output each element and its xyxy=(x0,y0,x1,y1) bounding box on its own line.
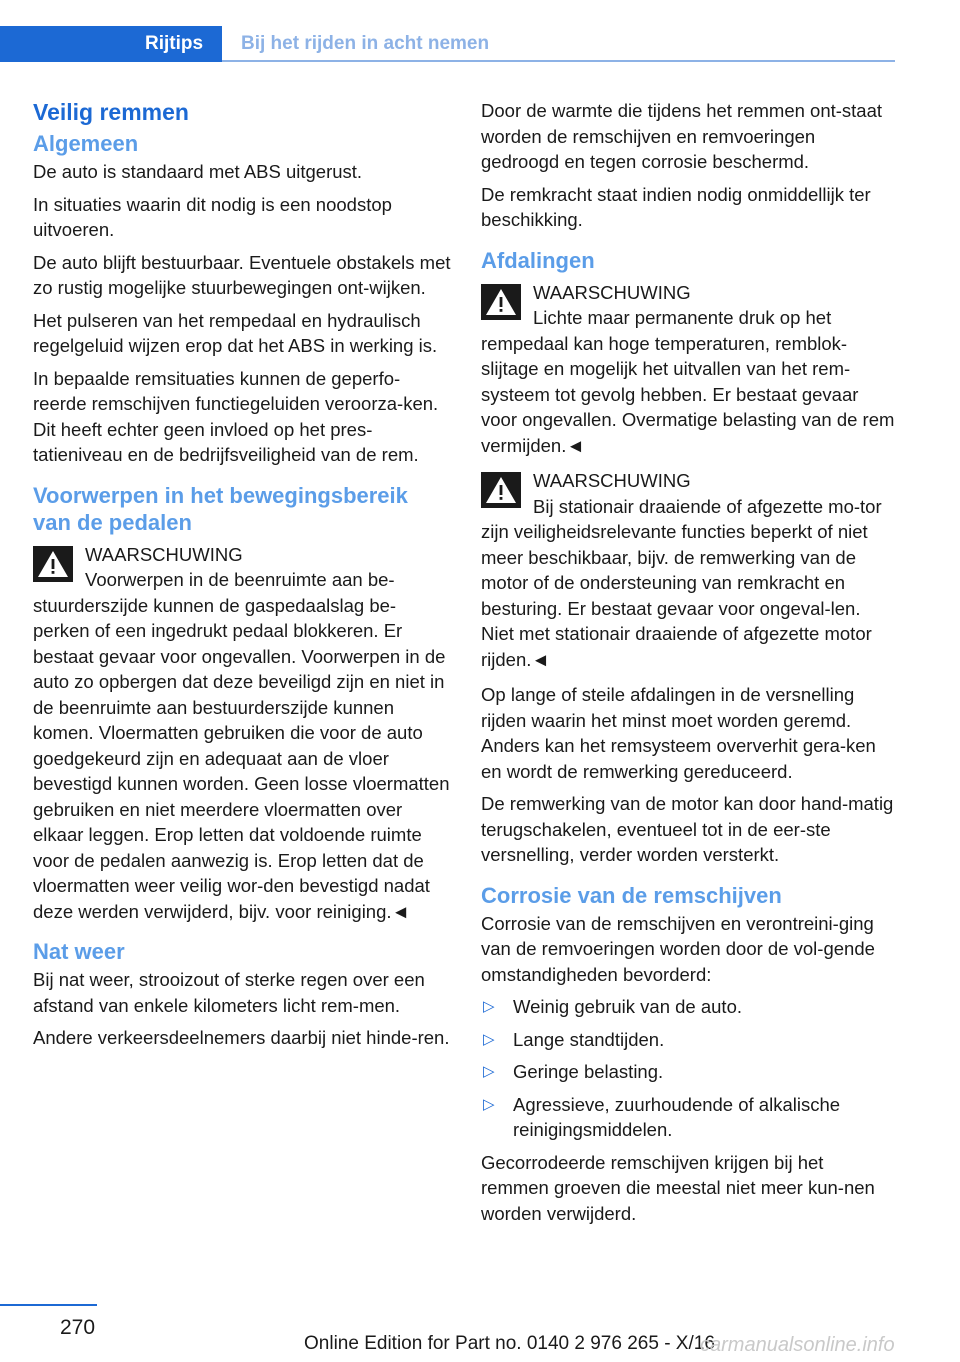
warning-title: WAARSCHUWING xyxy=(533,281,691,303)
list-item: ▷ Agressieve, zuurhoudende of alkalische reinigingsmiddelen. xyxy=(483,1093,841,1140)
warning-triangle-icon xyxy=(481,284,521,320)
triangle-bullet-icon: ▷ xyxy=(483,1030,495,1048)
warning-box-pedals xyxy=(33,542,451,925)
paragraph-abs: De auto is standaard met ABS uitgerust. xyxy=(33,161,363,182)
heading-general: Algemeen xyxy=(33,131,139,156)
warning-text: Lichte maar permanente druk op het rempedaal kan hoge temperaturen, remblok‐slijtage en mogelijk het uitvallen van het rem‐systeem tot gevolg hebben. Er bestaat gevaar voor ongevallen. Overmatige belasting van de rem vermijden.◄ xyxy=(481,307,895,456)
right-column xyxy=(481,98,895,1233)
left-column xyxy=(33,98,451,1058)
paragraph-perforated-discs: In bepaalde remsituaties kunnen de geperfo‐reerde remschijven functiegeluiden veroorza‐ken. Dit heeft echter geen invloed op het pres‐tatieniveau en de bedrijfsveiligheid van de rem. xyxy=(33,367,439,465)
warning-box-brake-pressure xyxy=(481,280,895,459)
warning-text: Voorwerpen in de beenruimte aan be‐stuurderszijde kunnen de gaspedaalslag be‐perken of een ingedrukt pedaal blokkeren. Er bestaat gevaar voor ongevallen. Voorwerpen in de auto zo opbergen dat deze beveiligd zijn en niet in de beenruimte aan bestuurderszijde kunnen komen. Vloermatten gebruiken die voor de auto goedgekeurd zijn en adequaat aan de vloer bevestigd kunnen worden. Geen losse vloermatten gebruiken en niet meerdere vloermatten over elkaar leggen. Erop letten dat voldoende ruimte voor de pedalen aanwezig is. Erop letten dat de vloermatten weer veilig wor‐den bevestigd nadat deze werden verwijderd, bijv. voor reiniging.◄ xyxy=(33,569,450,922)
warning-text: Bij stationair draaiende of afgezette mo‐tor zijn veiligheidsrelevante functies beperkt of niet meer beschikbaar, bijv. de remwerking van de motor of de ondersteuning van remkracht en besturing. Er bestaat gevaar voor ongeval‐len. Niet met stationair draaiende of afgezette motor rijden.◄ xyxy=(481,495,882,670)
list-item: ▷ Lange standtijden. xyxy=(481,1027,895,1053)
watermark-text: carmanualsonline.info xyxy=(700,1334,895,1356)
paragraph-corrosion-causes: Corrosie van de remschijven en verontreini‐ging van de remvoeringen worden door de vol‐gende omstandigheden bevorderd: xyxy=(481,912,875,985)
heading-safe-braking: Veilig remmen xyxy=(33,99,189,125)
triangle-bullet-icon: ▷ xyxy=(483,998,495,1015)
heading-wet-weather: Nat weer xyxy=(33,939,125,964)
paragraph-brake-force: De remkracht staat indien nodig onmiddellijk ter beschikking. xyxy=(481,183,871,230)
paragraph-long-descents: Op lange of steile afdalingen in de versnelling rijden waarin het minst moet worden geremd. Anders kan het remsysteem oververhit gera‐ken en wordt de remwerking gereduceerd. xyxy=(481,684,876,782)
page-number: 270 xyxy=(60,1316,96,1339)
heading-pedal-objects: Voorwerpen in het bewegingsbereik van de pedalen xyxy=(33,482,408,535)
triangle-bullet-icon: ▷ xyxy=(483,1063,495,1080)
paragraph-other-traffic: Andere verkeersdeelnemers daarbij niet hinde‐ren. xyxy=(33,1027,450,1048)
list-item: ▷ Geringe belasting. xyxy=(481,1059,895,1085)
section-title[interactable]: Bij het rijden in acht nemen xyxy=(241,33,490,54)
header-divider xyxy=(222,60,895,62)
edition-text: Online Edition for Part no. 0140 2 976 265 - X/16 xyxy=(304,1333,715,1354)
paragraph-steerable: De auto blijft bestuurbaar. Eventuele obstakels met zo rustig mogelijke stuurbewegingen ont‐wijken. xyxy=(33,251,451,298)
warning-title: WAARSCHUWING xyxy=(533,470,691,491)
warning-box-engine-off xyxy=(481,468,895,672)
paragraph-heat-drying: Door de warmte die tijdens het remmen ont‐staat worden de remschijven en remvoeringen gedroogd en tegen corrosie beschermd. xyxy=(481,100,883,172)
paragraph-emergency-stop: In situaties waarin dit nodig is een noodstop uitvoeren. xyxy=(33,193,392,240)
chapter-title[interactable]: Rijtips xyxy=(145,33,204,54)
footer-divider xyxy=(0,1304,97,1306)
paragraph-engine-braking: De remwerking van de motor kan door hand‐matig terugschakelen, eventueel tot in de eer‐ste versnelling, verder worden versterkt. xyxy=(481,793,894,865)
warning-title: WAARSCHUWING xyxy=(85,543,243,565)
page-header xyxy=(0,0,895,62)
heading-disc-corrosion: Corrosie van de remschijven xyxy=(481,882,782,908)
warning-triangle-icon xyxy=(33,546,73,582)
paragraph-abs-pulsing: Het pulseren van het rempedaal en hydraulisch regelgeluid wijzen erop dat het ABS in werking is. xyxy=(33,309,438,356)
warning-triangle-icon xyxy=(481,472,521,508)
paragraph-wet-braking: Bij nat weer, strooizout of sterke regen over een afstand van enkele kilometers licht rem‐men. xyxy=(33,969,425,1016)
corrosion-cause-list xyxy=(481,994,895,1143)
triangle-bullet-icon: ▷ xyxy=(483,1095,495,1113)
list-item: ▷ Weinig gebruik van de auto. xyxy=(481,994,895,1020)
paragraph-grooves: Gecorrodeerde remschijven krijgen bij het remmen groeven die meestal niet meer kun‐nen worden verwijderd. xyxy=(481,1151,875,1224)
heading-descents: Afdalingen xyxy=(481,247,595,273)
